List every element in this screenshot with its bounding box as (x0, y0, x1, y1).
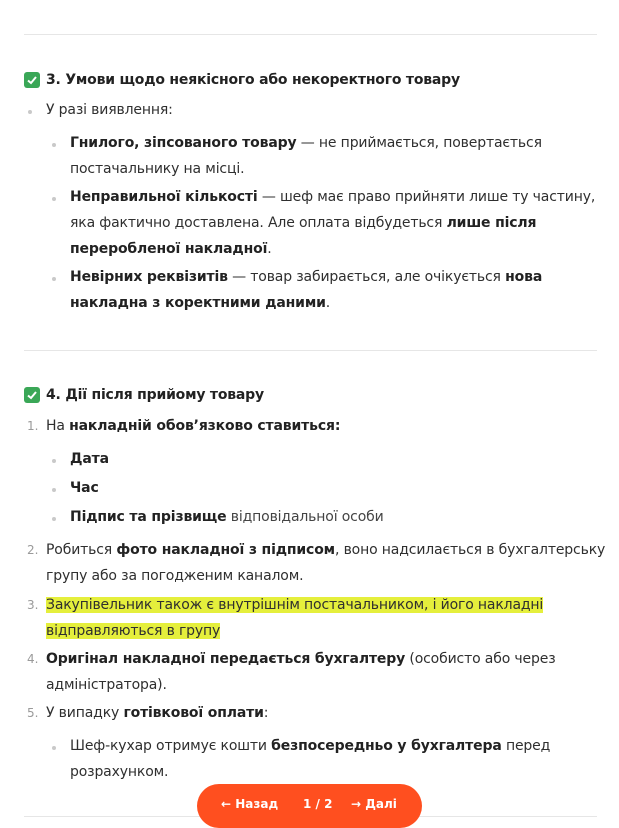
list-item: Гнилого, зіпсованого товару — не приймається, повертається (70, 135, 542, 151)
highlighted-step-item-continued: відправляються в групу (46, 623, 221, 639)
bullet (52, 143, 56, 147)
sub-item-continued: розрахунком. (70, 764, 169, 780)
bullet (52, 488, 56, 492)
page-indicator: 1 / 2 (303, 797, 333, 811)
bullet (28, 110, 32, 114)
pagination-bar (197, 784, 422, 828)
list-item-continued: накладна з коректними даними. (70, 295, 331, 311)
sub-item: Час (70, 480, 99, 496)
list-item-continued: яка фактично доставлена. Але оплата відбудеться лише після (70, 215, 537, 231)
section-4-title: 4. Дії після прийому товару (46, 387, 264, 403)
sub-item: Підпис та прізвище відповідальної особи (70, 509, 384, 525)
step-number: 1. (27, 419, 39, 433)
section-3-heading (24, 72, 460, 88)
list-item: Неправильної кількості — шеф має право прийняти лише ту частину, (70, 189, 596, 205)
bullet (52, 459, 56, 463)
step-number: 3. (27, 598, 39, 612)
step-item-continued: групу або за погодженим каналом. (46, 568, 304, 584)
bullet (52, 517, 56, 521)
list-item-continued: постачальнику на місці. (70, 161, 245, 177)
step-item-continued: адміністратора). (46, 677, 167, 693)
check-mark-icon (24, 72, 40, 88)
list-item-continued: переробленої накладної. (70, 241, 272, 257)
next-button[interactable]: → Далі (351, 797, 397, 811)
bullet (52, 277, 56, 281)
sub-item: Дата (70, 451, 109, 467)
prev-button[interactable]: ← Назад (221, 797, 279, 811)
section-3-intro: У разі виявлення: (46, 102, 173, 118)
bullet (52, 197, 56, 201)
step-number: 2. (27, 543, 39, 557)
list-item: Невірних реквізитів — товар забирається, але очікується нова (70, 269, 543, 285)
check-mark-icon (24, 387, 40, 403)
sub-item: Шеф-кухар отримує кошти безпосередньо у бухгалтера перед (70, 738, 551, 754)
section-4-heading (24, 387, 264, 403)
section-3-title: 3. Умови щодо неякісного або некоректного товару (46, 72, 460, 88)
step-number: 4. (27, 652, 39, 666)
step-number: 5. (27, 706, 39, 720)
highlighted-step-item: Закупівельник також є внутрішнім постачальником, і його накладні (46, 597, 544, 613)
step-item: Оригінал накладної передається бухгалтеру (особисто або через (46, 651, 556, 667)
step-item: Робиться фото накладної з підписом, воно надсилається в бухгалтерську (46, 542, 606, 558)
bullet (52, 746, 56, 750)
divider (24, 34, 597, 35)
step-item: У випадку готівкової оплати: (46, 705, 269, 721)
step-item: На накладній обов’язково ставиться: (46, 418, 341, 434)
divider (24, 350, 597, 351)
